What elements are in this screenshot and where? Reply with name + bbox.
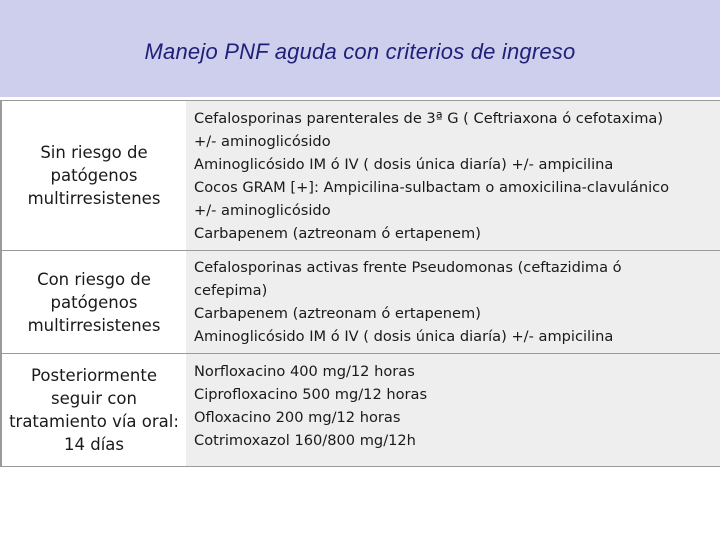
treatment-line: Cefalosporinas parenterales de 3ª G ( Ceftriaxona ó cefotaxima): [194, 109, 664, 127]
treatment-line: Norfloxacino 400 mg/12 horas: [194, 363, 415, 380]
treatment-line: Cotrimoxazol 160/800 mg/12h: [194, 432, 416, 449]
row-label: [2, 251, 186, 353]
slide-title: Manejo PNF aguda con criterios de ingreso: [144, 38, 576, 64]
row-treatments: [186, 101, 720, 250]
table-row: [2, 100, 720, 251]
treatment-line: Aminoglicósido IM ó IV ( dosis única diaría) +/- ampicilina: [194, 155, 614, 173]
row-label: [2, 101, 186, 250]
treatment-table: [0, 100, 720, 467]
row-treatments: [186, 354, 720, 466]
treatment-line: Ofloxacino 200 mg/12 horas: [194, 409, 401, 426]
treatment-line: Carbapenem (aztreonam ó ertapenem): [194, 305, 481, 322]
treatment-line: Ciprofloxacino 500 mg/12 horas: [194, 386, 428, 403]
treatment-line: Carbapenem (aztreonam ó ertapenem): [194, 224, 481, 242]
treatment-line: +/- aminoglicósido: [194, 132, 331, 150]
row-label-text: Con riesgo de patógenos multirresistenes: [27, 269, 161, 335]
treatment-line: Cefalosporinas activas frente Pseudomonas (ceftazidima ó: [194, 259, 622, 276]
row-label: [2, 354, 186, 466]
table-row: [2, 251, 720, 354]
treatment-line: +/- aminoglicósido: [194, 201, 331, 219]
slide-header: [0, 0, 720, 97]
row-label-text: Sin riesgo de patógenos multirresistenes: [27, 143, 161, 208]
treatment-line: Aminoglicósido IM ó IV ( dosis única diaría) +/- ampicilina: [194, 328, 614, 345]
row-label-text: Posteriormente seguir con tratamiento vía oral: 14 días: [9, 366, 179, 454]
treatment-line: cefepima): [194, 282, 268, 299]
table-row: [2, 354, 720, 467]
treatment-line: Cocos GRAM [+]: Ampicilina-sulbactam o amoxicilina-clavulánico: [194, 178, 670, 196]
row-treatments: [186, 251, 720, 353]
